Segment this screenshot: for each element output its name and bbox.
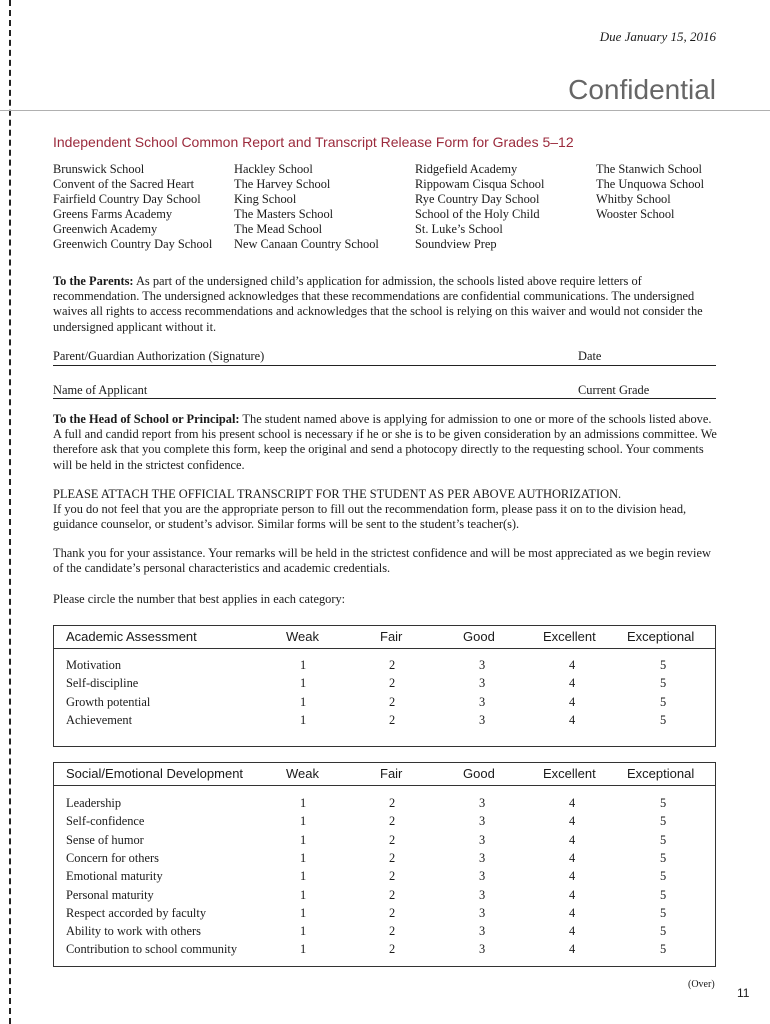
parents-text: As part of the undersigned child’s application for admission, the schools listed above require letters of recommendation. The undersigned acknowledges that these recommendations are confidential communications. The undersigned waives all rights to access recommendations and acknowledges that the school is relying on this waiver and would not consider the undersigned applicant without it. xyxy=(53,274,703,334)
rating-option-4[interactable]: 4 xyxy=(569,924,576,939)
rating-option-1[interactable]: 1 xyxy=(300,796,307,810)
rating-option-3[interactable]: 3 xyxy=(479,869,486,884)
school-name: Soundview Prep xyxy=(415,237,497,251)
header-rule xyxy=(54,648,715,649)
school-name: School of the Holy Child xyxy=(415,207,540,221)
rating-option-5[interactable]: 5 xyxy=(660,832,667,847)
school-name: St. Luke’s School xyxy=(415,222,503,236)
divider xyxy=(0,110,770,111)
criterion-label: Ability to work with others xyxy=(66,924,201,939)
scale-header: Exceptional xyxy=(627,766,695,781)
rating-option-2[interactable]: 2 xyxy=(389,796,396,810)
scale-header: Exceptional xyxy=(627,629,695,644)
school-name: New Canaan Country School xyxy=(234,237,379,251)
rating-option-2[interactable]: 2 xyxy=(389,676,396,691)
school-name: Brunswick School xyxy=(53,162,145,176)
school-name: Ridgefield Academy xyxy=(415,162,518,176)
criterion-label: Motivation xyxy=(66,658,122,672)
rating-option-2[interactable]: 2 xyxy=(389,869,396,884)
rating-option-1[interactable]: 1 xyxy=(300,905,307,920)
rating-option-1[interactable]: 1 xyxy=(300,869,307,884)
scale-header: Fair xyxy=(380,766,403,781)
school-name: The Mead School xyxy=(234,222,323,236)
scale-header: Good xyxy=(463,766,495,781)
rating-row xyxy=(54,851,715,869)
rating-option-5[interactable]: 5 xyxy=(660,676,667,691)
rating-option-2[interactable]: 2 xyxy=(389,924,396,939)
parents-lead: To the Parents: xyxy=(53,274,134,288)
criterion-label: Achievement xyxy=(66,712,133,727)
school-name: Fairfield Country Day School xyxy=(53,192,201,206)
rating-option-2[interactable]: 2 xyxy=(389,887,396,902)
rating-option-4[interactable]: 4 xyxy=(569,712,576,727)
rating-option-5[interactable]: 5 xyxy=(660,814,667,829)
rating-option-5[interactable]: 5 xyxy=(660,694,667,709)
school-name: Wooster School xyxy=(596,207,675,221)
rating-option-3[interactable]: 3 xyxy=(479,712,486,727)
signature-field[interactable] xyxy=(53,365,716,366)
rating-option-5[interactable]: 5 xyxy=(660,658,667,672)
rating-row xyxy=(54,906,715,924)
rating-option-4[interactable]: 4 xyxy=(569,694,576,709)
school-column xyxy=(415,162,544,252)
header-rule xyxy=(54,785,715,786)
grade-label: Current Grade xyxy=(578,383,650,397)
school-name: Rye Country Day School xyxy=(415,192,540,206)
rating-option-2[interactable]: 2 xyxy=(389,850,396,865)
rating-option-5[interactable]: 5 xyxy=(660,924,667,939)
rating-option-2[interactable]: 2 xyxy=(389,712,396,727)
rating-option-2[interactable]: 2 xyxy=(389,942,396,957)
rating-row xyxy=(54,888,715,906)
rating-option-5[interactable]: 5 xyxy=(660,869,667,884)
school-name: Hackley School xyxy=(234,162,313,176)
rating-option-3[interactable]: 3 xyxy=(479,796,486,810)
school-name: King School xyxy=(234,192,297,206)
rating-row xyxy=(54,814,715,832)
rating-option-3[interactable]: 3 xyxy=(479,887,486,902)
rating-option-5[interactable]: 5 xyxy=(660,942,667,957)
rating-option-4[interactable]: 4 xyxy=(569,850,576,865)
rating-option-4[interactable]: 4 xyxy=(569,942,576,957)
rating-option-3[interactable]: 3 xyxy=(479,694,486,709)
criterion-label: Respect accorded by faculty xyxy=(66,905,207,920)
criterion-label: Sense of humor xyxy=(66,832,144,847)
head-text: The student named above is applying for admission to one or more of the schools listed above. A full and candid report from his present school is necessary if he or she is to be given consideration by an admissions committee. We therefore ask that you complete this form, keep the original and send a photocopy directly to the requesting school. Your comments will be held in the strictest confidence. xyxy=(53,412,717,472)
rating-option-1[interactable]: 1 xyxy=(300,924,307,939)
head-lead: To the Head of School or Principal: xyxy=(53,412,240,426)
pass-on-note: If you do not feel that you are the appropriate person to fill out the recommendation form, please pass it on to the division head, guidance counselor, or student’s advisor. Similar forms will be sent to the student’s teacher(s). xyxy=(53,502,687,532)
school-column xyxy=(234,162,379,252)
school-name: Convent of the Sacred Heart xyxy=(53,177,195,191)
rating-option-1[interactable]: 1 xyxy=(300,942,307,957)
rating-option-3[interactable]: 3 xyxy=(479,942,486,957)
rating-option-2[interactable]: 2 xyxy=(389,905,396,920)
rating-row xyxy=(54,869,715,887)
criterion-label: Concern for others xyxy=(66,850,159,865)
school-column xyxy=(53,162,212,252)
rating-option-4[interactable]: 4 xyxy=(569,905,576,920)
rating-option-3[interactable]: 3 xyxy=(479,924,486,939)
rating-option-1[interactable]: 1 xyxy=(300,658,307,672)
rating-option-1[interactable]: 1 xyxy=(300,887,307,902)
rating-option-5[interactable]: 5 xyxy=(660,850,667,865)
criterion-label: Self-discipline xyxy=(66,676,139,691)
signature-label: Parent/Guardian Authorization (Signature) xyxy=(53,349,265,363)
rating-option-4[interactable]: 4 xyxy=(569,887,576,902)
scale-header: Weak xyxy=(286,766,319,781)
criterion-label: Personal maturity xyxy=(66,887,154,902)
rating-row xyxy=(54,796,715,814)
rating-option-4[interactable]: 4 xyxy=(569,869,576,884)
rating-option-1[interactable]: 1 xyxy=(300,814,307,829)
due-date: Due January 15, 2016 xyxy=(599,29,716,44)
rating-row xyxy=(54,695,715,713)
rating-option-3[interactable]: 3 xyxy=(479,658,486,672)
social-table xyxy=(53,762,716,967)
confidential-heading: Confidential xyxy=(568,74,716,105)
school-name: Greenwich Country Day School xyxy=(53,237,213,251)
scale-header: Weak xyxy=(286,629,319,644)
school-name: Rippowam Cisqua School xyxy=(415,177,545,191)
page-number: 11 xyxy=(737,986,750,1000)
criterion-label: Emotional maturity xyxy=(66,869,163,884)
rating-option-2[interactable]: 2 xyxy=(389,694,396,709)
parents-paragraph xyxy=(53,274,718,335)
rating-option-3[interactable]: 3 xyxy=(479,905,486,920)
school-name: The Stanwich School xyxy=(596,162,702,176)
school-name: Whitby School xyxy=(596,192,671,206)
scale-header: Excellent xyxy=(543,629,596,644)
scale-header: Fair xyxy=(380,629,403,644)
rating-option-2[interactable]: 2 xyxy=(389,832,396,847)
criterion-label: Self-confidence xyxy=(66,814,145,829)
rating-option-3[interactable]: 3 xyxy=(479,814,486,829)
criterion-label: Contribution to school community xyxy=(66,942,238,957)
rating-option-5[interactable]: 5 xyxy=(660,905,667,920)
rating-row xyxy=(54,676,715,694)
rating-option-5[interactable]: 5 xyxy=(660,887,667,902)
rating-option-4[interactable]: 4 xyxy=(569,676,576,691)
rating-option-3[interactable]: 3 xyxy=(479,850,486,865)
rating-option-5[interactable]: 5 xyxy=(660,796,667,810)
cut-line xyxy=(9,0,11,1024)
rating-option-5[interactable]: 5 xyxy=(660,712,667,727)
attach-notice: PLEASE ATTACH THE OFFICIAL TRANSCRIPT FOR THE STUDENT AS PER ABOVE AUTHORIZATION. xyxy=(53,487,622,501)
criterion-label: Leadership xyxy=(66,796,122,810)
school-name: The Unquowa School xyxy=(596,177,705,191)
school-name: Greens Farms Academy xyxy=(53,207,173,221)
rating-option-1[interactable]: 1 xyxy=(300,850,307,865)
rating-option-4[interactable]: 4 xyxy=(569,796,576,810)
thanks-paragraph: Thank you for your assistance. Your remarks will be held in the strictest confidence and will be most appreciated as we begin review of the candidate’s personal characteristics and academic credentials. xyxy=(53,546,711,576)
rating-option-1[interactable]: 1 xyxy=(300,676,307,691)
criterion-label: Growth potential xyxy=(66,694,151,709)
rating-option-3[interactable]: 3 xyxy=(479,832,486,847)
rating-option-4[interactable]: 4 xyxy=(569,814,576,829)
rating-option-3[interactable]: 3 xyxy=(479,676,486,691)
date-label: Date xyxy=(578,349,602,363)
rating-option-2[interactable]: 2 xyxy=(389,658,396,672)
scale-header: Excellent xyxy=(543,766,596,781)
rating-row xyxy=(54,924,715,942)
academic-table xyxy=(53,625,716,747)
rating-option-1[interactable]: 1 xyxy=(300,832,307,847)
rating-row xyxy=(54,833,715,851)
school-column xyxy=(596,162,704,222)
rating-row xyxy=(54,658,715,676)
instruction: Please circle the number that best applies in each category: xyxy=(53,592,346,606)
rating-option-1[interactable]: 1 xyxy=(300,694,307,709)
table-title: Academic Assessment xyxy=(66,629,197,644)
rating-row xyxy=(54,713,715,731)
rating-row xyxy=(54,942,715,960)
school-name: The Masters School xyxy=(234,207,334,221)
school-name: Greenwich Academy xyxy=(53,222,158,236)
form-title: Independent School Common Report and Transcript Release Form for Grades 5–12 xyxy=(53,134,574,150)
over-note: (Over) xyxy=(688,979,715,990)
applicant-field[interactable] xyxy=(53,398,716,399)
rating-option-4[interactable]: 4 xyxy=(569,658,576,672)
head-paragraph xyxy=(53,412,718,473)
scale-header: Good xyxy=(463,629,495,644)
school-name: The Harvey School xyxy=(234,177,331,191)
table-title: Social/Emotional Development xyxy=(66,766,244,781)
rating-option-2[interactable]: 2 xyxy=(389,814,396,829)
applicant-label: Name of Applicant xyxy=(53,383,148,397)
rating-option-1[interactable]: 1 xyxy=(300,712,307,727)
rating-option-4[interactable]: 4 xyxy=(569,832,576,847)
